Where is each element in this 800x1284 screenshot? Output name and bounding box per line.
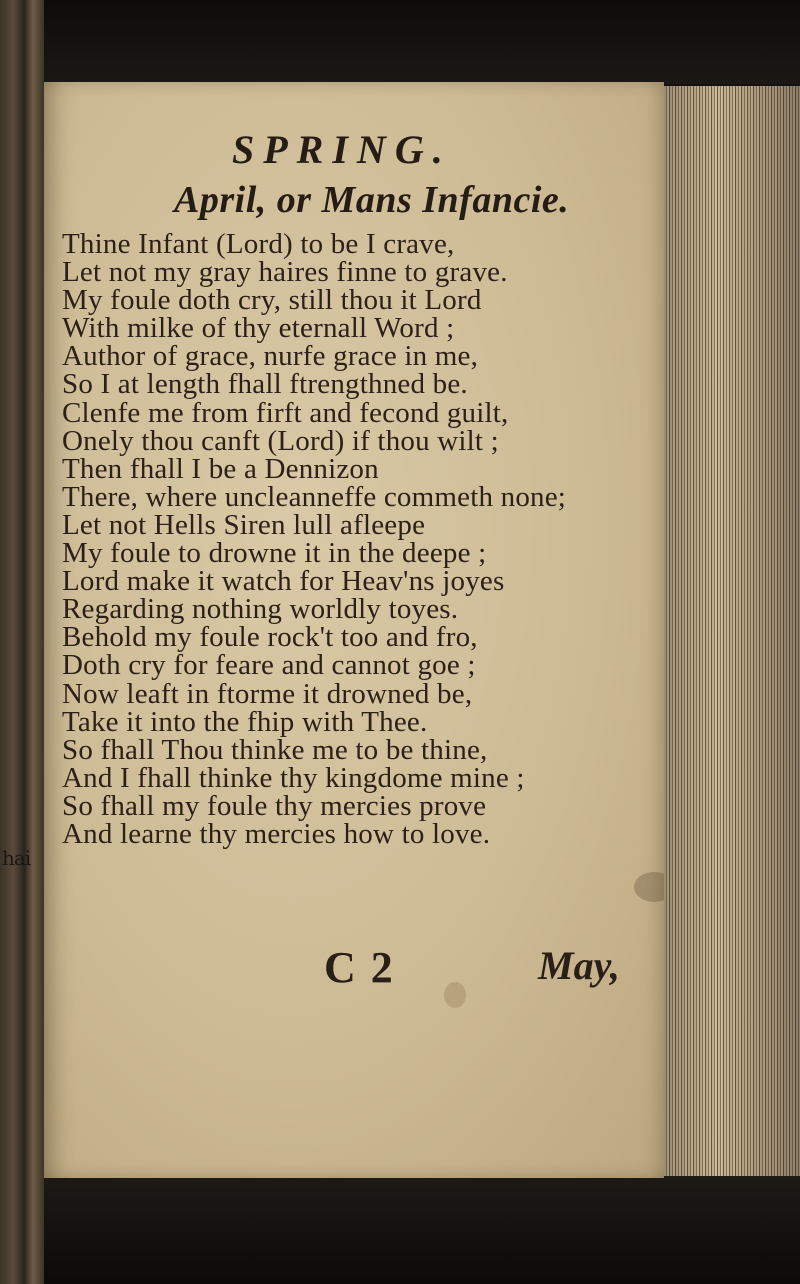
poem-line: Lord make it watch for Heav'ns joyes: [62, 565, 505, 598]
poem-line: Clenfe me from firft and fecond guilt,: [62, 396, 509, 429]
poem-line: There, where uncleanneffe commeth none;: [62, 480, 567, 513]
poem-line: My foule to drowne it in the deepe ;: [62, 537, 487, 570]
poem-line: Doth cry for feare and cannot goe ;: [62, 649, 476, 682]
poem: [62, 230, 566, 848]
catchword: May,: [538, 943, 620, 988]
poem-line: Author of grace, nurfe grace in me,: [62, 340, 479, 373]
background-bottom: [44, 1176, 800, 1284]
poem-line: Now leaft in ftorme it drowned be,: [62, 677, 473, 710]
section-subtitle: April, or Mans Infancie.: [174, 179, 570, 221]
poem-line: With milke of thy eternall Word ;: [62, 312, 455, 345]
binding-text-fragment: hai: [2, 846, 31, 870]
page-stain: [444, 982, 466, 1008]
poem-line: So fhall my foule thy mercies prove: [62, 789, 487, 822]
poem-line: And learne thy mercies how to love.: [62, 817, 491, 850]
poem-line: Onely thou canft (Lord) if thou wilt ;: [62, 424, 499, 457]
signature-mark: C 2: [324, 943, 395, 992]
poem-line: Then fhall I be a Dennizon: [62, 452, 379, 485]
poem-line: My foule doth cry, still thou it Lord: [62, 284, 482, 317]
poem-line: So fhall Thou thinke me to be thine,: [62, 733, 488, 766]
poem-line: Take it into the fhip with Thee.: [62, 705, 428, 738]
page-edges-shade: [664, 86, 800, 1176]
poem-line: Behold my foule rock't too and fro,: [62, 621, 478, 654]
running-head: SPRING.: [232, 127, 452, 172]
poem-line: Let not Hells Siren lull afleepe: [62, 508, 426, 541]
poem-line: Regarding nothing worldly toyes.: [62, 593, 459, 626]
background-top: [44, 0, 800, 84]
poem-line: Let not my gray haires finne to grave.: [62, 256, 508, 289]
book-binding: [0, 0, 44, 1284]
poem-line: So I at length fhall ftrengthned be.: [62, 368, 468, 401]
poem-line: Thine Infant (Lord) to be I crave,: [62, 228, 455, 260]
poem-line: And I fhall thinke thy kingdome mine ;: [62, 761, 525, 794]
